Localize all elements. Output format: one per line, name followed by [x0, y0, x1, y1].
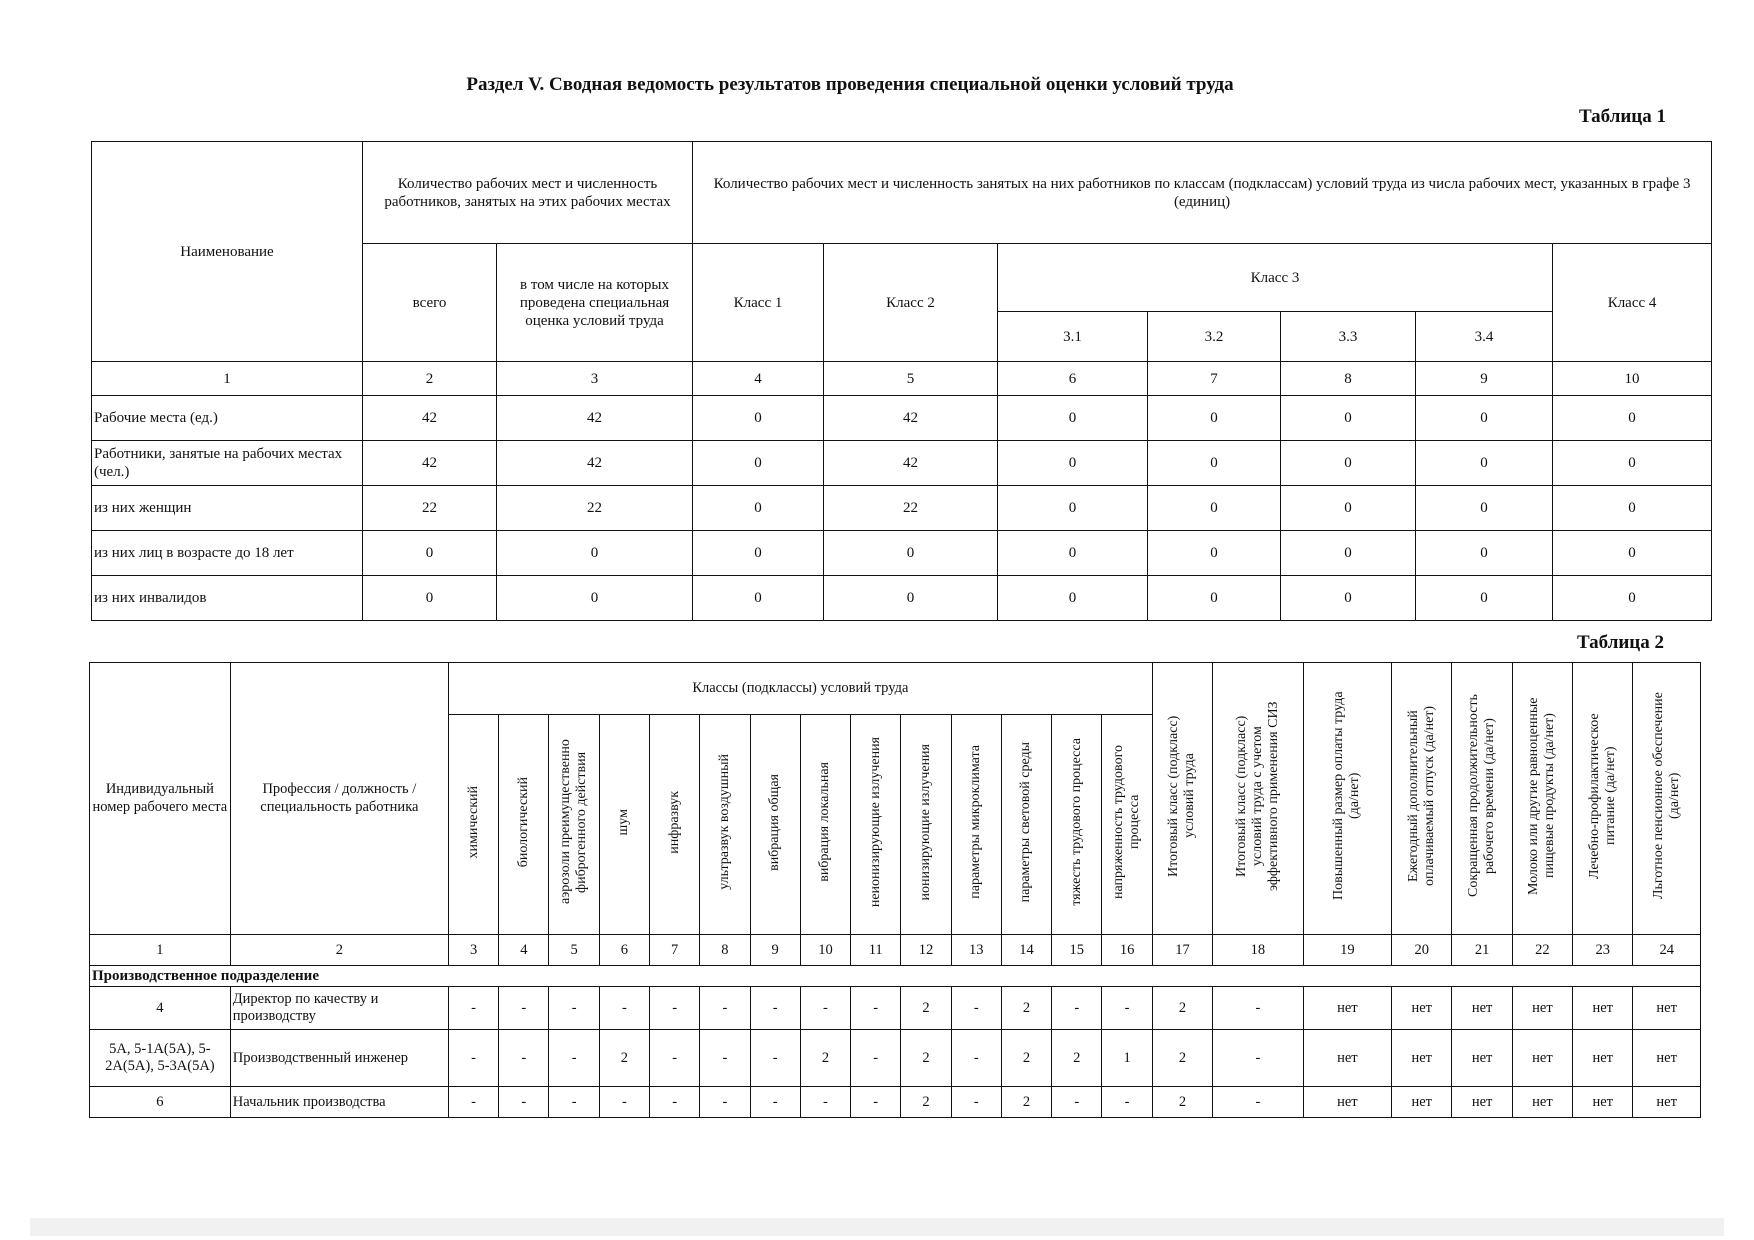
cell-value: 0: [497, 531, 693, 576]
column-number: 2: [363, 362, 497, 396]
workplace-id: 4: [90, 987, 231, 1030]
column-number: 23: [1573, 935, 1633, 966]
cell-value: 2: [901, 1030, 951, 1087]
cell-value: -: [650, 1087, 700, 1118]
cell-value: -: [951, 1030, 1001, 1087]
cell-value: 2: [1152, 987, 1212, 1030]
column-number: 16: [1102, 935, 1152, 966]
cell-value: нет: [1633, 987, 1701, 1030]
header-extra: [1573, 663, 1633, 935]
cell-value: нет: [1303, 987, 1391, 1030]
cell-value: 0: [693, 531, 824, 576]
column-number: 5: [549, 935, 599, 966]
column-number: 6: [998, 362, 1148, 396]
column-number: 18: [1213, 935, 1303, 966]
cell-value: 42: [497, 441, 693, 486]
column-number: 8: [700, 935, 750, 966]
header-name: Наименование: [92, 142, 363, 362]
column-number: 10: [800, 935, 850, 966]
cell-value: -: [448, 987, 498, 1030]
cell-value: 0: [1281, 576, 1416, 621]
cell-value: 0: [998, 441, 1148, 486]
cell-value: нет: [1512, 987, 1572, 1030]
column-number: 19: [1303, 935, 1391, 966]
table1-label: Таблица 1: [1578, 106, 1666, 127]
cell-value: -: [750, 1030, 800, 1087]
cell-value: -: [750, 1087, 800, 1118]
cell-value: 0: [998, 396, 1148, 441]
header-extra-text: Ежегодный дополнительный оплачиваемый отпуск (да/нет): [1405, 705, 1437, 887]
cell-value: -: [499, 1087, 549, 1118]
header-final-class-ppe: [1213, 663, 1303, 935]
column-number: 3: [497, 362, 693, 396]
cell-value: -: [650, 1030, 700, 1087]
cell-value: 0: [824, 531, 998, 576]
cell-value: 0: [1416, 486, 1553, 531]
cell-value: нет: [1452, 1030, 1512, 1087]
cell-value: -: [499, 1030, 549, 1087]
cell-value: 0: [1553, 486, 1712, 531]
cell-value: нет: [1392, 1087, 1452, 1118]
cell-value: 42: [497, 396, 693, 441]
header-factor-text: инфразвук: [666, 790, 682, 854]
row-name: из них женщин: [92, 486, 363, 531]
cell-value: 0: [998, 486, 1148, 531]
cell-value: -: [750, 987, 800, 1030]
column-number: 5: [824, 362, 998, 396]
cell-value: 2: [901, 1087, 951, 1118]
cell-value: 0: [693, 396, 824, 441]
cell-value: -: [599, 1087, 649, 1118]
cell-value: -: [700, 1087, 750, 1118]
table-row: [92, 576, 1712, 621]
cell-value: 0: [1553, 396, 1712, 441]
cell-value: -: [599, 987, 649, 1030]
cell-value: 2: [1001, 1087, 1051, 1118]
cell-value: -: [549, 1087, 599, 1118]
cell-value: 2: [1052, 1030, 1102, 1087]
cell-value: -: [851, 1030, 901, 1087]
cell-value: 0: [363, 576, 497, 621]
cell-value: 0: [1281, 441, 1416, 486]
table-row: [92, 396, 1712, 441]
workplace-table: [89, 662, 1701, 1118]
cell-value: 2: [901, 987, 951, 1030]
workplace-id: 6: [90, 1087, 231, 1118]
header-extra: [1452, 663, 1512, 935]
cell-value: 0: [363, 531, 497, 576]
header-group-b: Количество рабочих мест и численность занятых на них работников по классам (подклассам) условий труда из числа рабочих мест, указанных в графе 3 (единиц): [693, 142, 1712, 244]
cell-value: 2: [599, 1030, 649, 1087]
table-row: [90, 987, 1701, 1030]
cell-value: 22: [497, 486, 693, 531]
cell-value: 1: [1102, 1030, 1152, 1087]
column-number: 11: [851, 935, 901, 966]
cell-value: 0: [1553, 531, 1712, 576]
column-number: 12: [901, 935, 951, 966]
cell-value: нет: [1303, 1087, 1391, 1118]
header-factor: [499, 715, 549, 935]
header-profession: Профессия / должность / специальность работника: [230, 663, 448, 935]
row-name: из них лиц в возрасте до 18 лет: [92, 531, 363, 576]
cell-value: -: [549, 1030, 599, 1087]
column-number: 24: [1633, 935, 1701, 966]
header-factor: [851, 715, 901, 935]
cell-value: -: [549, 987, 599, 1030]
cell-value: 2: [1001, 1030, 1051, 1087]
cell-value: 0: [1148, 441, 1281, 486]
table-row: [90, 1030, 1701, 1087]
cell-value: -: [650, 987, 700, 1030]
cell-value: 0: [693, 576, 824, 621]
table-row: [92, 486, 1712, 531]
header-factor: [549, 715, 599, 935]
header-final-class-text: Итоговый класс (подкласс) условий труда: [1166, 715, 1198, 877]
cell-value: 0: [1553, 576, 1712, 621]
table-row: [92, 441, 1712, 486]
header-factor-text: аэрозоли преимущественно фиброгенного действия: [558, 739, 590, 905]
cell-value: 0: [1553, 441, 1712, 486]
cell-value: 42: [363, 441, 497, 486]
table-row: [92, 531, 1712, 576]
page-title: Раздел V. Сводная ведомость результатов проведения специальной оценки условий труда: [466, 74, 1234, 95]
cell-value: нет: [1573, 987, 1633, 1030]
row-name: Рабочие места (ед.): [92, 396, 363, 441]
cell-value: нет: [1573, 1087, 1633, 1118]
cell-value: -: [700, 987, 750, 1030]
cell-value: 0: [824, 576, 998, 621]
column-number: 13: [951, 935, 1001, 966]
header-factor: [1102, 715, 1152, 935]
header-group-a: Количество рабочих мест и численность работников, занятых на этих рабочих местах: [363, 142, 693, 244]
cell-value: нет: [1452, 1087, 1512, 1118]
column-number: 7: [650, 935, 700, 966]
cell-value: -: [1102, 987, 1152, 1030]
cell-value: -: [851, 1087, 901, 1118]
cell-value: 22: [363, 486, 497, 531]
header-factor: [700, 715, 750, 935]
column-number: 4: [693, 362, 824, 396]
cell-value: -: [1213, 987, 1303, 1030]
header-class3-4: 3.4: [1416, 312, 1553, 362]
header-class3: Класс 3: [998, 244, 1553, 312]
cell-value: 0: [998, 576, 1148, 621]
cell-value: -: [1052, 987, 1102, 1030]
cell-value: -: [951, 987, 1001, 1030]
scan-edge: [30, 1218, 1724, 1236]
column-number-row: [90, 935, 1701, 966]
column-number: 3: [448, 935, 498, 966]
cell-value: 0: [998, 531, 1148, 576]
cell-value: 0: [693, 486, 824, 531]
column-number: 22: [1512, 935, 1572, 966]
cell-value: -: [499, 987, 549, 1030]
header-factor: [901, 715, 951, 935]
header-extra-text: Сокращенная продолжительность рабочего времени (да/нет): [1465, 694, 1498, 898]
cell-value: 0: [1148, 576, 1281, 621]
column-number-row: [92, 362, 1712, 396]
header-class1: Класс 1: [693, 244, 824, 362]
header-factor: [951, 715, 1001, 935]
header-factor: [800, 715, 850, 935]
column-number: 7: [1148, 362, 1281, 396]
header-extra: [1303, 663, 1391, 935]
cell-value: -: [1052, 1087, 1102, 1118]
cell-value: 2: [1152, 1030, 1212, 1087]
profession: Производственный инженер: [230, 1030, 448, 1087]
header-extra: [1633, 663, 1701, 935]
cell-value: 0: [1148, 396, 1281, 441]
header-factor-text: ионизирующие излучения: [917, 743, 933, 901]
cell-value: нет: [1573, 1030, 1633, 1087]
header-extra: [1512, 663, 1572, 935]
column-number: 10: [1553, 362, 1712, 396]
header-class3-3: 3.3: [1281, 312, 1416, 362]
header-classes: Классы (подклассы) условий труда: [448, 663, 1152, 715]
cell-value: -: [951, 1087, 1001, 1118]
profession: Директор по качеству и производству: [230, 987, 448, 1030]
cell-value: 0: [1416, 441, 1553, 486]
cell-value: нет: [1392, 1030, 1452, 1087]
header-extra: [1392, 663, 1452, 935]
cell-value: нет: [1633, 1030, 1701, 1087]
section-title: Производственное подразделение: [90, 966, 1701, 987]
cell-value: нет: [1392, 987, 1452, 1030]
header-factor-text: напряженность трудового процесса: [1111, 745, 1143, 899]
header-factor-text: биологический: [515, 776, 531, 868]
cell-value: -: [800, 987, 850, 1030]
cell-value: 0: [1281, 396, 1416, 441]
cell-value: 42: [363, 396, 497, 441]
column-number: 9: [750, 935, 800, 966]
table2-label: Таблица 2: [1576, 632, 1664, 653]
cell-value: нет: [1633, 1087, 1701, 1118]
header-extra-text: Повышенный размер оплаты труда (да/нет): [1331, 691, 1363, 901]
header-factor: [750, 715, 800, 935]
header-class3-2: 3.2: [1148, 312, 1281, 362]
cell-value: 2: [1001, 987, 1051, 1030]
cell-value: 0: [1148, 531, 1281, 576]
column-number: 20: [1392, 935, 1452, 966]
header-factor-text: вибрация общая: [767, 773, 783, 871]
cell-value: -: [1213, 1030, 1303, 1087]
header-class4: Класс 4: [1553, 244, 1712, 362]
header-assessed: в том числе на которых проведена специальная оценка условий труда: [497, 244, 693, 362]
cell-value: -: [800, 1087, 850, 1118]
header-factor-text: вибрация локальная: [817, 762, 833, 882]
column-number: 6: [599, 935, 649, 966]
header-extra-text: Молоко или другие равноценные пищевые продукты (да/нет): [1526, 697, 1558, 895]
row-name: из них инвалидов: [92, 576, 363, 621]
header-factor: [1052, 715, 1102, 935]
header-final-class: [1152, 663, 1212, 935]
cell-value: 0: [497, 576, 693, 621]
column-number: 1: [90, 935, 231, 966]
column-number: 17: [1152, 935, 1212, 966]
cell-value: 0: [1281, 486, 1416, 531]
header-extra-text: Лечебно-профилактическое питание (да/нет): [1586, 713, 1618, 879]
header-factor-text: шум: [616, 808, 632, 836]
summary-table: [91, 141, 1712, 621]
cell-value: 42: [824, 441, 998, 486]
header-final-class-ppe-text: Итоговый класс (подкласс) условий труда с учетом эффективного применения СИЗ: [1233, 701, 1281, 891]
header-factor-text: химический: [465, 785, 481, 859]
cell-value: -: [700, 1030, 750, 1087]
header-factor: [448, 715, 498, 935]
cell-value: 0: [693, 441, 824, 486]
column-number: 1: [92, 362, 363, 396]
header-factor: [599, 715, 649, 935]
cell-value: 0: [1281, 531, 1416, 576]
cell-value: -: [448, 1087, 498, 1118]
header-total: всего: [363, 244, 497, 362]
cell-value: нет: [1452, 987, 1512, 1030]
header-extra-text: Льготное пенсионное обеспечение (да/нет): [1650, 692, 1682, 900]
column-number: 8: [1281, 362, 1416, 396]
header-factor-text: тяжесть трудового процесса: [1068, 738, 1084, 906]
header-workplace-id: Индивидуальный номер рабочего места: [90, 663, 231, 935]
cell-value: нет: [1512, 1087, 1572, 1118]
workplace-id: 5А, 5-1А(5А), 5-2А(5А), 5-3А(5А): [90, 1030, 231, 1087]
cell-value: -: [851, 987, 901, 1030]
cell-value: 0: [1148, 486, 1281, 531]
cell-value: 0: [1416, 396, 1553, 441]
row-name: Работники, занятые на рабочих местах (чел.): [92, 441, 363, 486]
cell-value: 0: [1416, 531, 1553, 576]
cell-value: 42: [824, 396, 998, 441]
header-factor-text: параметры микроклимата: [968, 745, 984, 899]
column-number: 21: [1452, 935, 1512, 966]
header-class3-1: 3.1: [998, 312, 1148, 362]
cell-value: 2: [1152, 1087, 1212, 1118]
cell-value: -: [1213, 1087, 1303, 1118]
header-factor: [1001, 715, 1051, 935]
cell-value: нет: [1512, 1030, 1572, 1087]
cell-value: 2: [800, 1030, 850, 1087]
cell-value: -: [1102, 1087, 1152, 1118]
cell-value: нет: [1303, 1030, 1391, 1087]
header-factor: [650, 715, 700, 935]
column-number: 15: [1052, 935, 1102, 966]
column-number: 14: [1001, 935, 1051, 966]
header-class2: Класс 2: [824, 244, 998, 362]
cell-value: 22: [824, 486, 998, 531]
header-factor-text: неионизирующие излучения: [867, 736, 883, 908]
cell-value: -: [448, 1030, 498, 1087]
table-row: [90, 1087, 1701, 1118]
column-number: 2: [230, 935, 448, 966]
cell-value: 0: [1416, 576, 1553, 621]
section-row: [90, 966, 1701, 987]
profession: Начальник производства: [230, 1087, 448, 1118]
column-number: 4: [499, 935, 549, 966]
column-number: 9: [1416, 362, 1553, 396]
header-factor-text: параметры световой среды: [1018, 741, 1034, 903]
header-factor-text: ультразвук воздушный: [716, 754, 732, 890]
